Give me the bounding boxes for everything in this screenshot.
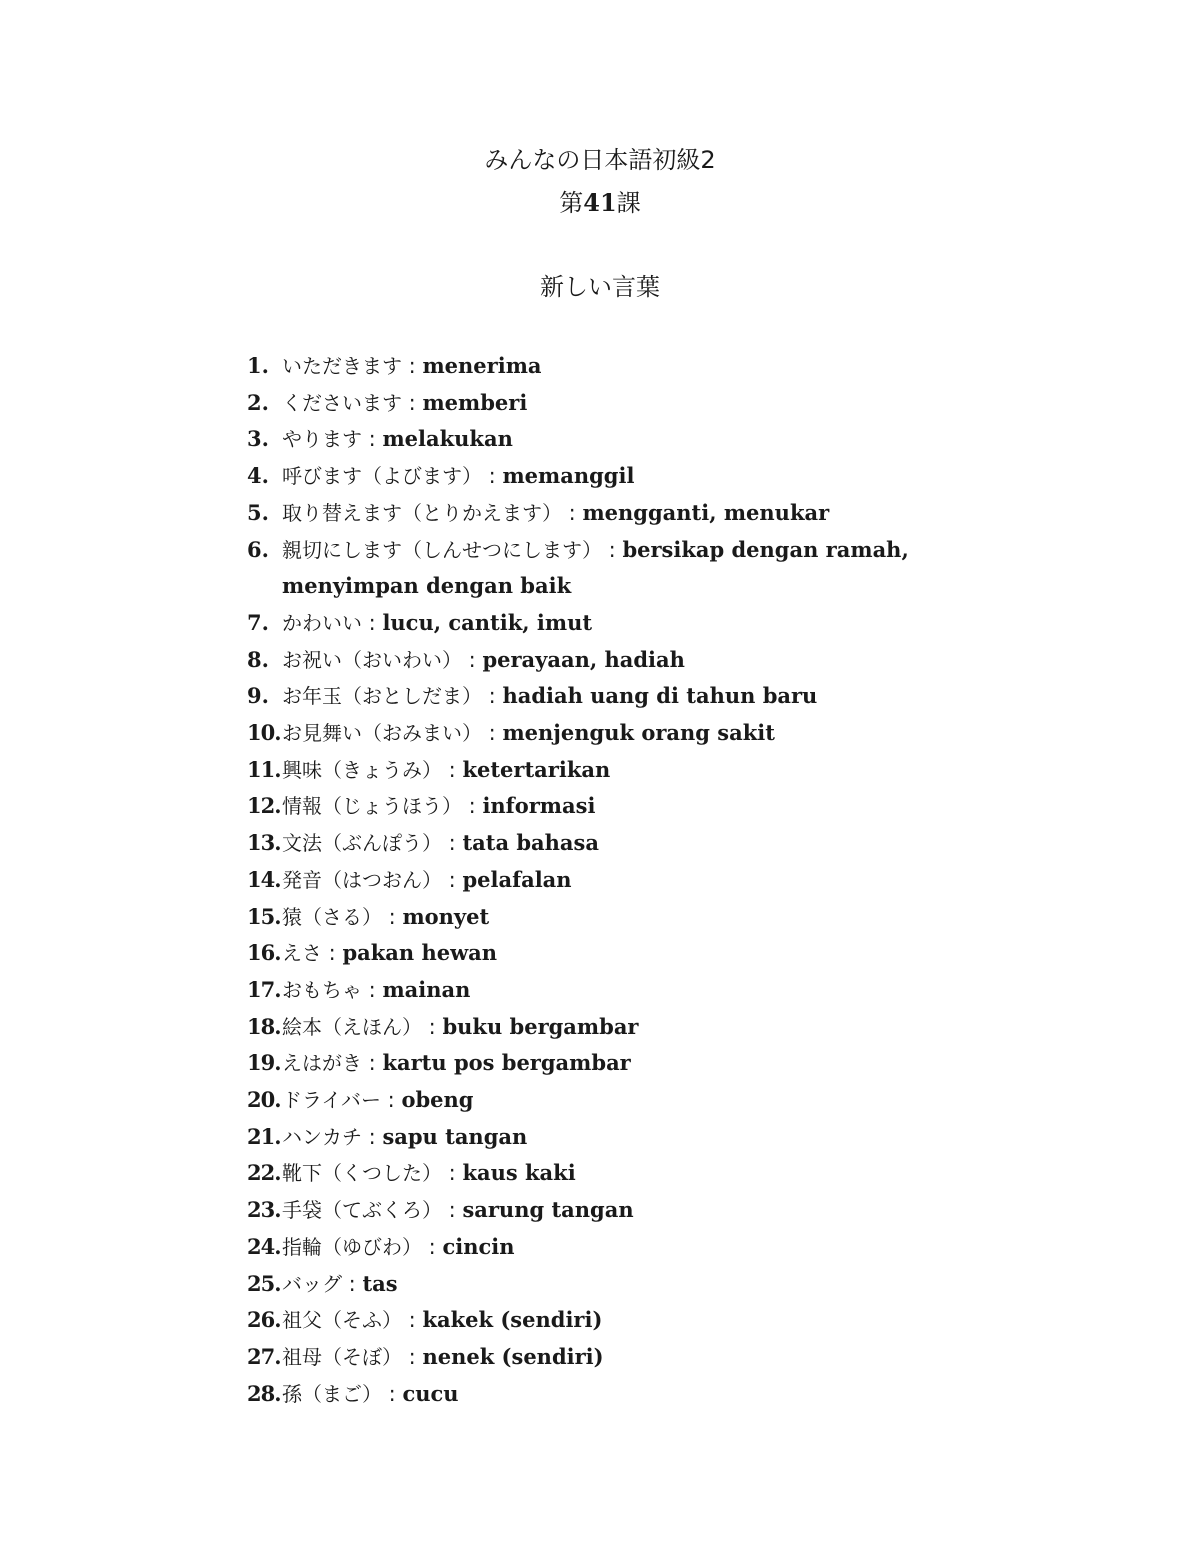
japanese-word: 絵本（えほん） xyxy=(282,1014,422,1039)
vocabulary-item xyxy=(247,1009,1047,1046)
indonesian-meaning: buku bergambar xyxy=(442,1013,639,1039)
item-number: 27. xyxy=(247,1343,281,1369)
separator: : xyxy=(362,1124,383,1149)
indonesian-meaning: sarung tangan xyxy=(462,1197,634,1223)
vocabulary-item xyxy=(247,752,1047,789)
item-body xyxy=(282,458,1047,495)
item-body xyxy=(282,1302,1047,1339)
vocabulary-item xyxy=(247,1155,1047,1192)
item-number: 7. xyxy=(247,609,269,635)
indonesian-meaning: ketertarikan xyxy=(462,756,611,782)
separator: : xyxy=(602,537,623,562)
document-title: みんなの日本語初級2 xyxy=(484,146,716,174)
japanese-word: 指輪（ゆびわ） xyxy=(282,1234,422,1259)
item-number: 1. xyxy=(247,353,269,378)
vocabulary-item xyxy=(247,862,1047,899)
indonesian-meaning: kaus kaki xyxy=(462,1160,576,1186)
item-body xyxy=(282,348,1047,385)
item-number: 16. xyxy=(247,940,281,966)
indonesian-meaning: memanggil xyxy=(502,463,635,489)
item-number: 23. xyxy=(247,1197,281,1223)
item-body xyxy=(282,532,1047,605)
item-body xyxy=(282,899,1047,936)
item-number: 10. xyxy=(247,720,281,746)
vocabulary-item xyxy=(247,385,1047,422)
item-body xyxy=(282,642,1047,679)
lesson-suffix: 課 xyxy=(616,189,641,217)
item-body xyxy=(282,1192,1047,1229)
item-number: 17. xyxy=(247,976,281,1002)
japanese-word: おもちゃ xyxy=(282,977,362,1002)
item-body xyxy=(282,1376,1047,1413)
vocabulary-item xyxy=(247,421,1047,458)
japanese-word: 祖父（そふ） xyxy=(282,1308,402,1333)
vocabulary-item xyxy=(247,1045,1047,1082)
indonesian-meaning: kakek (sendiri) xyxy=(422,1307,603,1333)
japanese-word: お祝い（おいわい） xyxy=(282,647,462,672)
vocabulary-item xyxy=(247,1229,1047,1266)
japanese-word: 孫（まご） xyxy=(282,1381,382,1406)
vocabulary-item xyxy=(247,1302,1047,1339)
vocabulary-item xyxy=(247,458,1047,495)
japanese-word: 祖母（そぼ） xyxy=(282,1344,402,1369)
item-body xyxy=(282,1009,1047,1046)
japanese-word: えはがき xyxy=(282,1051,362,1076)
item-body xyxy=(282,715,1047,752)
indonesian-meaning: menjenguk orang sakit xyxy=(502,720,775,746)
indonesian-meaning: perayaan, hadiah xyxy=(482,646,685,672)
lesson-number: 41 xyxy=(583,188,617,217)
item-number: 19. xyxy=(247,1050,281,1076)
indonesian-meaning: cincin xyxy=(442,1233,515,1259)
separator: : xyxy=(442,1161,463,1186)
vocabulary-item xyxy=(247,1082,1047,1119)
indonesian-meaning: bersikap dengan ramah, menyimpan dengan baik xyxy=(282,536,909,599)
item-number: 22. xyxy=(247,1160,281,1186)
separator: : xyxy=(402,1308,423,1333)
item-body xyxy=(282,935,1047,972)
japanese-word: 発音（はつおん） xyxy=(282,867,442,892)
vocabulary-item xyxy=(247,1339,1047,1376)
item-body xyxy=(282,862,1047,899)
vocabulary-item xyxy=(247,642,1047,679)
japanese-word: 興味（きょうみ） xyxy=(282,757,442,782)
separator: : xyxy=(342,1271,363,1296)
item-body xyxy=(282,825,1047,862)
indonesian-meaning: lucu, cantik, imut xyxy=(382,609,593,635)
separator: : xyxy=(382,1381,403,1406)
indonesian-meaning: mengganti, menukar xyxy=(582,499,830,525)
japanese-word: 靴下（くつした） xyxy=(282,1161,442,1186)
indonesian-meaning: pelafalan xyxy=(462,866,572,892)
separator: : xyxy=(402,390,423,415)
separator: : xyxy=(381,1088,402,1113)
indonesian-meaning: informasi xyxy=(482,793,596,819)
indonesian-meaning: tata bahasa xyxy=(462,830,599,856)
japanese-word: 猿（さる） xyxy=(282,904,382,929)
indonesian-meaning: obeng xyxy=(401,1087,474,1113)
japanese-word: 情報（じょうほう） xyxy=(282,794,462,819)
item-body xyxy=(282,605,1047,642)
vocabulary-item xyxy=(247,972,1047,1009)
japanese-word: 呼びます（よびます） xyxy=(282,464,482,489)
item-body xyxy=(282,678,1047,715)
japanese-word: かわいい xyxy=(282,610,362,635)
item-number: 9. xyxy=(247,683,269,709)
item-number: 14. xyxy=(247,866,281,892)
japanese-word: バッグ xyxy=(282,1271,342,1296)
item-number: 21. xyxy=(247,1123,281,1149)
item-body xyxy=(282,1119,1047,1156)
japanese-word: お年玉（おとしだま） xyxy=(282,684,482,709)
japanese-word: えさ xyxy=(282,941,322,966)
indonesian-meaning: tas xyxy=(362,1270,398,1296)
item-number: 6. xyxy=(247,536,269,562)
item-body xyxy=(282,1339,1047,1376)
separator: : xyxy=(382,904,403,929)
separator: : xyxy=(482,464,503,489)
separator: : xyxy=(402,1344,423,1369)
vocabulary-item xyxy=(247,935,1047,972)
separator: : xyxy=(322,941,343,966)
indonesian-meaning: sapu tangan xyxy=(382,1123,528,1149)
indonesian-meaning: melakukan xyxy=(382,426,513,452)
item-body xyxy=(282,1155,1047,1192)
item-body xyxy=(282,1229,1047,1266)
item-number: 3. xyxy=(247,426,269,452)
item-number: 28. xyxy=(247,1380,281,1406)
item-number: 25. xyxy=(247,1270,281,1296)
vocabulary-item xyxy=(247,348,1047,385)
lesson-prefix: 第 xyxy=(559,189,584,217)
separator: : xyxy=(362,977,383,1002)
item-number: 24. xyxy=(247,1233,281,1259)
separator: : xyxy=(442,831,463,856)
separator: : xyxy=(562,500,583,525)
item-body xyxy=(282,788,1047,825)
vocabulary-item xyxy=(247,1119,1047,1156)
separator: : xyxy=(362,1051,383,1076)
japanese-word: 取り替えます（とりかえます） xyxy=(282,500,562,525)
japanese-word: 親切にします（しんせつにします） xyxy=(282,537,602,562)
vocabulary-item xyxy=(247,825,1047,862)
item-number: 26. xyxy=(247,1307,281,1333)
item-number: 18. xyxy=(247,1013,281,1039)
item-number: 13. xyxy=(247,830,281,856)
lesson-title xyxy=(0,186,1200,220)
item-body xyxy=(282,1045,1047,1082)
indonesian-meaning: kartu pos bergambar xyxy=(382,1050,631,1076)
indonesian-meaning: cucu xyxy=(402,1380,459,1406)
indonesian-meaning: mainan xyxy=(382,976,471,1002)
item-body xyxy=(282,1266,1047,1303)
separator: : xyxy=(482,721,503,746)
vocabulary-item xyxy=(247,1192,1047,1229)
separator: : xyxy=(482,684,503,709)
indonesian-meaning: hadiah uang di tahun baru xyxy=(502,683,818,709)
japanese-word: ハンカチ xyxy=(282,1124,362,1149)
separator: : xyxy=(462,647,483,672)
indonesian-meaning: pakan hewan xyxy=(342,940,498,966)
item-body xyxy=(282,495,1047,532)
japanese-word: お見舞い（おみまい） xyxy=(282,721,482,746)
item-number: 11. xyxy=(247,756,281,782)
vocabulary-item xyxy=(247,678,1047,715)
separator: : xyxy=(442,757,463,782)
japanese-word: 手袋（てぶくろ） xyxy=(282,1198,442,1223)
indonesian-meaning: nenek (sendiri) xyxy=(422,1343,604,1369)
separator: : xyxy=(442,867,463,892)
item-number: 15. xyxy=(247,903,281,929)
item-number: 4. xyxy=(247,463,269,489)
vocabulary-list xyxy=(247,348,1047,1412)
separator: : xyxy=(402,354,423,378)
section-title: 新しい言葉 xyxy=(540,273,660,301)
indonesian-meaning: monyet xyxy=(402,903,490,929)
item-body xyxy=(282,385,1047,422)
vocabulary-item xyxy=(247,899,1047,936)
vocabulary-item xyxy=(247,495,1047,532)
item-body xyxy=(282,972,1047,1009)
item-body xyxy=(282,752,1047,789)
separator: : xyxy=(442,1198,463,1223)
separator: : xyxy=(422,1014,443,1039)
indonesian-meaning: menerima xyxy=(422,353,542,378)
item-body xyxy=(282,1082,1047,1119)
item-number: 5. xyxy=(247,499,269,525)
vocabulary-item xyxy=(247,532,1047,605)
item-number: 20. xyxy=(247,1087,281,1113)
indonesian-meaning: memberi xyxy=(422,389,528,415)
item-number: 12. xyxy=(247,793,281,819)
vocabulary-item xyxy=(247,715,1047,752)
vocabulary-item xyxy=(247,1266,1047,1303)
vocabulary-item xyxy=(247,1376,1047,1413)
vocabulary-item xyxy=(247,605,1047,642)
separator: : xyxy=(362,610,383,635)
item-number: 8. xyxy=(247,646,269,672)
japanese-word: いただきます xyxy=(282,354,402,378)
vocabulary-item xyxy=(247,788,1047,825)
separator: : xyxy=(422,1234,443,1259)
item-number: 2. xyxy=(247,389,269,415)
item-body xyxy=(282,421,1047,458)
separator: : xyxy=(462,794,483,819)
japanese-word: 文法（ぶんぽう） xyxy=(282,831,442,856)
japanese-word: ドライバー xyxy=(282,1088,381,1113)
japanese-word: やります xyxy=(282,427,362,452)
japanese-word: くださいます xyxy=(282,390,402,415)
separator: : xyxy=(362,427,383,452)
